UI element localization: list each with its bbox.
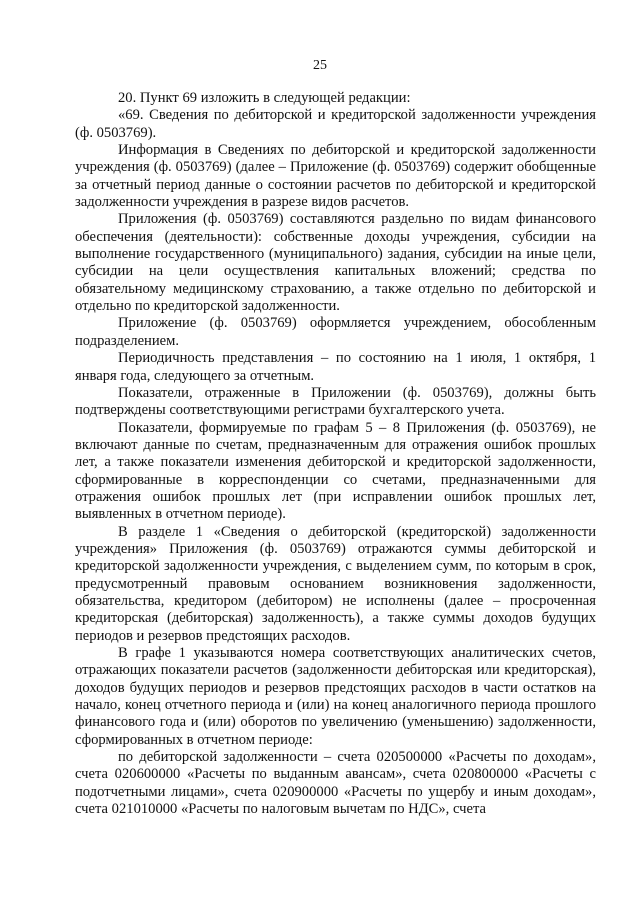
paragraph: Периодичность представления – по состоянию на 1 июля, 1 октября, 1 января года, следующего за отчетным. [75, 350, 596, 384]
paragraph-section-heading: «69. Сведения по дебиторской и кредиторской задолженности учреждения (ф. 0503769). [75, 107, 596, 141]
paragraph-item-title: 20. Пункт 69 изложить в следующей редакции: [118, 90, 411, 106]
paragraph: Информация в Сведениях по дебиторской и кредиторской задолженности учреждения (ф. 0503769) (далее – Приложение (ф. 0503769) содержит обобщенные за отчетный период данные о состоянии расчетов по дебиторской и кредиторской задолженности учреждения в разрезе видов расчетов. [75, 142, 596, 211]
paragraph: Показатели, отраженные в Приложении (ф. 0503769), должны быть подтверждены соответствующими регистрами бухгалтерского учета. [75, 384, 596, 419]
paragraph: по дебиторской задолженности – счета 020500000 «Расчеты по доходам», счета 020600000 «Расчеты по выданным авансам», счета 020800000 «Расчеты с подотчетными лицами», счета 020900000 «Расчеты по ущербу и иным доходам», счета 021010000 «Расчеты по налоговым вычетам по НДС», счета [75, 749, 596, 818]
paragraph: Приложения (ф. 0503769) составляются раздельно по видам финансового обеспечения (деятельности): собственные доходы учреждения, субсидии на выполнение государственного (муниципального) задания, субсидии на иные цели, субсидии на цели осуществления капитальных вложений; средства по обязательному медицинскому страхованию, а также отдельно по дебиторской и отдельно по кредиторской задолженности. [75, 211, 596, 315]
paragraph: Показатели, формируемые по графам 5 – 8 Приложения (ф. 0503769), не включают данные по счетам, предназначенным для отражения ошибок прошлых лет, а также показатели изменения дебиторской и кредиторской задолженности, сформированные в корреспонденции со счетами, предназначенными для отражения ошибок прошлых лет (при исправлении ошибок прошлых лет, выявленных в отчетном периоде). [75, 419, 596, 523]
paragraph: Приложение (ф. 0503769) оформляется учреждением, обособленным подразделением. [75, 315, 596, 349]
paragraph: В графе 1 указываются номера соответствующих аналитических счетов, отражающих показатели расчетов (задолженности дебиторская или кредиторская), доходов будущих периодов и резервов предстоящих расходов в части остатков на начало, конец отчетного периода и (или) на конец аналогичного периода прошлого финансового года и (или) оборотов по увеличению (уменьшению) задолженности, сформированных в отчетном периоде: [75, 645, 596, 748]
paragraph: В разделе 1 «Сведения о дебиторской (кредиторской) задолженности учреждения» Приложения (ф. 0503769) отражаются суммы дебиторской и кредиторской задолженности учреждения, с выделением сумм, по которым в срок, предусмотренный правовым основанием возникновения задолженности, обязательства, кредитором (дебитором) не исполнены (далее – просроченная кредиторская (дебиторская) задолженность), а также суммы доходов будущих периодов и резервов предстоящих расходов. [75, 523, 596, 644]
page-number: 25 [313, 58, 327, 73]
document-body [75, 90, 596, 818]
